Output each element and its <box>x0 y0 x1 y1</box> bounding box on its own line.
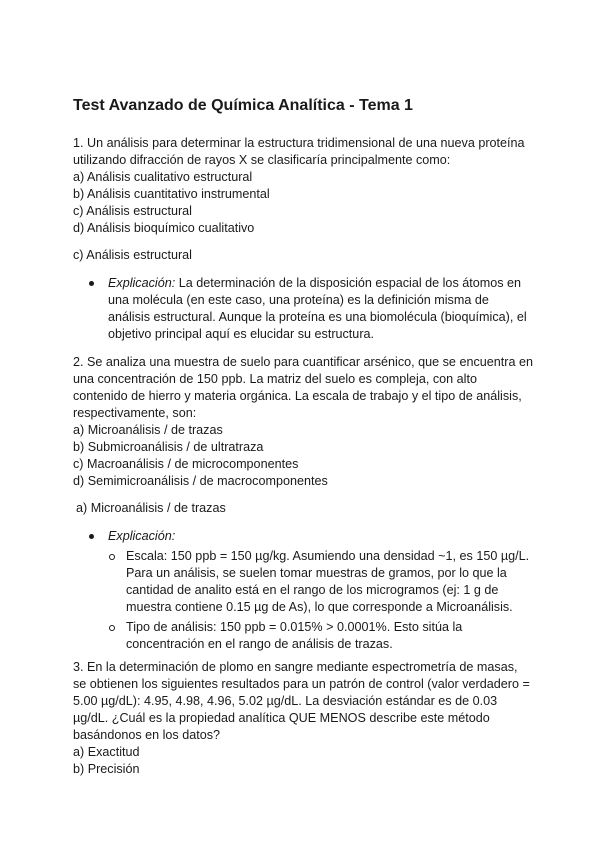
bullet-icon <box>89 534 94 539</box>
sub-point-text: Tipo de análisis: 150 ppb = 0.015% > 0.0001%. Esto sitúa la concentración en el rango de análisis de trazas. <box>126 620 463 651</box>
question-1-option-b: b) Análisis cuantitativo instrumental <box>73 187 270 201</box>
explanation-label: Explicación: <box>108 529 176 543</box>
question-2-answer: a) Microanálisis / de trazas <box>76 501 226 515</box>
sub-point-text: Escala: 150 ppb = 150 µg/kg. Asumiendo una densidad ~1, es 150 µg/L. Para un análisis, se suelen tomar muestras de gramos, por lo que la cantidad de analito está en el rango de los microgramos (ej: 1 g de muestra contiene 0.15 µg de As), lo que corresponde a Microanálisis. <box>126 549 530 614</box>
question-1-option-a: a) Análisis cualitativo estructural <box>73 170 253 184</box>
sub-point-analysis-type <box>89 619 534 653</box>
explanation-label: Explicación: <box>108 276 176 290</box>
question-1 <box>73 135 533 237</box>
question-2-explanation <box>89 528 534 653</box>
question-1-answer: c) Análisis estructural <box>73 248 192 262</box>
question-1-explanation <box>89 275 534 343</box>
document-title: Test Avanzado de Química Analítica - Tema 1 <box>73 97 413 114</box>
question-3-text: 3. En la determinación de plomo en sangre mediante espectrometría de masas, se obtienen los siguientes resultados para un patrón de control (valor verdadero = 5.00 µg/dL): 4.95, 4.98, 4.96, 5.02 µg/dL. La desviación estándar es de 0.03 µg/dL. ¿Cuál es la propiedad analítica QUE MENOS describe este método basándonos en los datos? <box>73 660 530 742</box>
question-2-option-c: c) Macroanálisis / de microcomponentes <box>73 457 299 471</box>
question-2 <box>73 354 533 490</box>
sub-bullet-icon <box>109 554 115 560</box>
question-2-option-d: d) Semimicroanálisis / de macrocomponentes <box>73 474 328 488</box>
question-3 <box>73 659 533 778</box>
question-2-option-a: a) Microanálisis / de trazas <box>73 423 223 437</box>
question-2-text: 2. Se analiza una muestra de suelo para cuantificar arsénico, que se encuentra en una concentración de 150 ppb. La matriz del suelo es compleja, con alto contenido de hierro y materia orgánica. La escala de trabajo y el tipo de análisis, respectivamente, son: <box>73 355 533 420</box>
question-2-option-b: b) Submicroanálisis / de ultratraza <box>73 440 264 454</box>
bullet-icon <box>89 281 94 286</box>
explanation-text: La determinación de la disposición espacial de los átomos en una molécula (en este caso, una proteína) es la definición misma de análisis estructural. Aunque la proteína es una biomolécula (bioquímica), el objetivo principal aquí es elucidar su estructura. <box>108 276 527 341</box>
question-3-option-b: b) Precisión <box>73 762 140 776</box>
question-1-text: 1. Un análisis para determinar la estructura tridimensional de una nueva proteína utilizando difracción de rayos X se clasificaría principalmente como: <box>73 136 525 167</box>
sub-bullet-icon <box>109 625 115 631</box>
question-3-option-a: a) Exactitud <box>73 745 140 759</box>
question-1-option-c: c) Análisis estructural <box>73 204 192 218</box>
question-1-option-d: d) Análisis bioquímico cualitativo <box>73 221 255 235</box>
sub-point-scale <box>89 548 534 616</box>
